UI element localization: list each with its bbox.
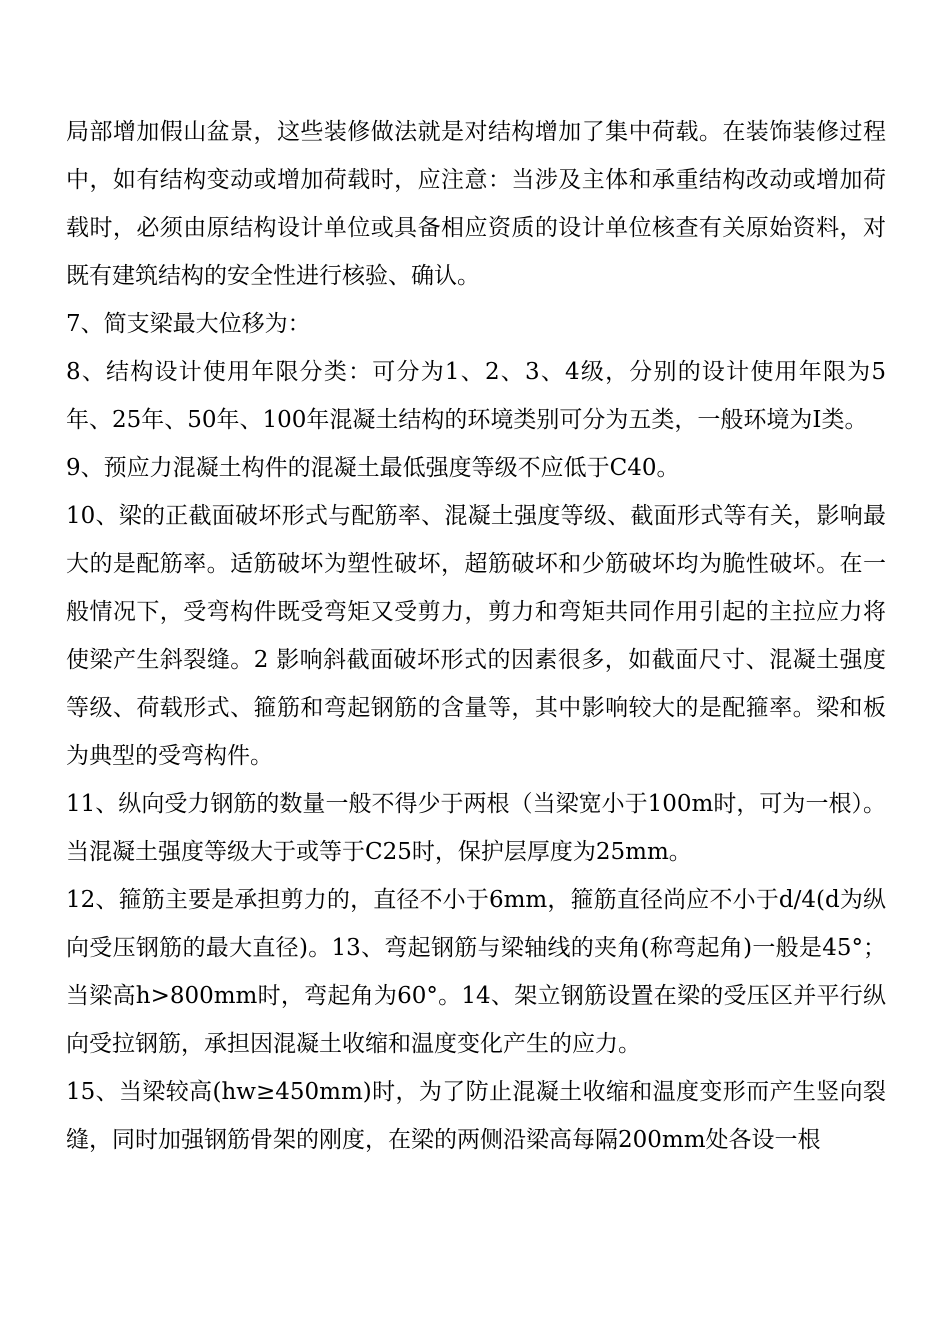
paragraph-item-10: 10、梁的正截面破坏形式与配筋率、混凝土强度等级、截面形式等有关，影响最大的是配筋率。适筋破坏为塑性破坏，超筋破坏和少筋破坏均为脆性破坏。在一般情况下，受弯构件既受弯矩又受剪力，剪力和弯矩共同作用引起的主拉应力将使梁产生斜裂缝。2 影响斜截面破坏形式的因素很多，如截面尺寸、混凝土强度等级、荷载形式、箍筋和弯起钢筋的含量等，其中影响较大的是配箍率。梁和板为典型的受弯构件。 bbox=[66, 503, 886, 769]
paragraph-item-7: 7、简支梁最大位移为： bbox=[66, 311, 311, 337]
paragraph-item-11: 11、纵向受力钢筋的数量一般不得少于两根（当梁宽小于100m时，可为一根）。当混凝土强度等级大于或等于C25时，保护层厚度为25mm。 bbox=[66, 791, 886, 865]
paragraph-load-notes: 局部增加假山盆景，这些装修做法就是对结构增加了集中荷载。在装饰装修过程中，如有结构变动或增加荷载时，应注意：当涉及主体和承重结构改动或增加荷载时，必须由原结构设计单位或具备相应资质的设计单位核查有关原始资料，对既有建筑结构的安全性进行核验、确认。 bbox=[66, 119, 886, 289]
document-body bbox=[66, 108, 886, 1164]
paragraph-item-12: 12、箍筋主要是承担剪力的，直径不小于6mm，箍筋直径尚应不小于d/4(d为纵向受压钢筋的最大直径)。13、弯起钢筋与梁轴线的夹角(称弯起角)一般是45°；当梁高h>800mm时，弯起角为60°。14、架立钢筋设置在梁的受压区并平行纵向受拉钢筋，承担因混凝土收缩和温度变化产生的应力。 bbox=[66, 887, 886, 1057]
paragraph-item-15: 15、当梁较高(hw≥450mm)时，为了防止混凝土收缩和温度变形而产生竖向裂缝，同时加强钢筋骨架的刚度，在梁的两侧沿梁高每隔200mm处各设一根 bbox=[66, 1079, 886, 1153]
paragraph-item-8: 8、结构设计使用年限分类：可分为1、2、3、4级，分别的设计使用年限为5年、25年、50年、100年混凝土结构的环境类别可分为五类，一般环境为I类。 bbox=[66, 359, 886, 433]
paragraph-item-9: 9、预应力混凝土构件的混凝土最低强度等级不应低于C40。 bbox=[66, 455, 680, 481]
